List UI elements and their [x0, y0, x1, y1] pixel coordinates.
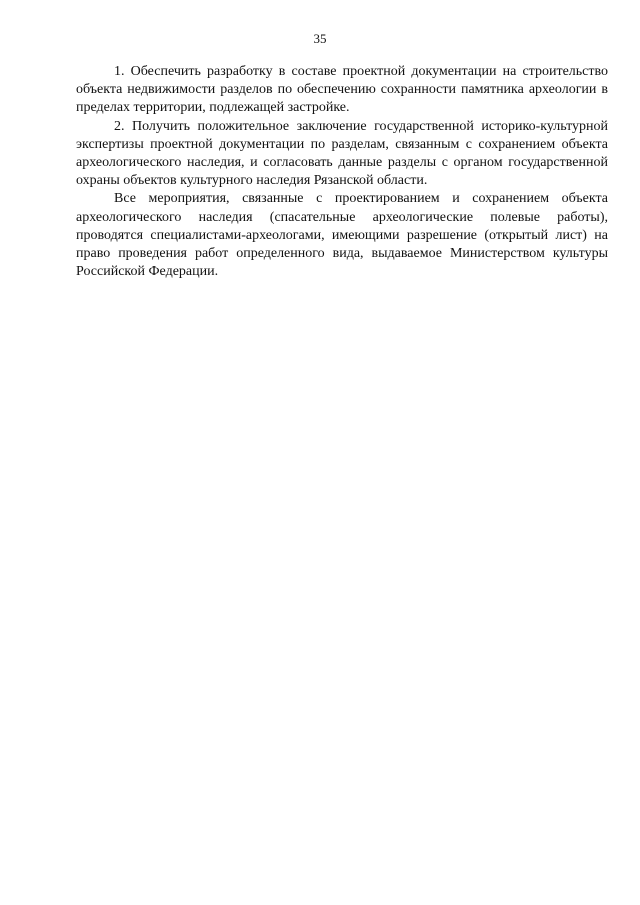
paragraph-item-2: 2. Получить положительное заключение государственной историко-культурной экспертизы проектной документации по разделам, связанным с сохранением объекта археологического наследия, и согласовать данные разделы с органом государственной охраны объектов культурного наследия Рязанской области.	[76, 118, 608, 189]
paragraph-item-1: 1. Обеспечить разработку в составе проектной документации на строительство объекта недвижимости разделов по обеспечению сохранности памятника археологии в пределах территории, подлежащей застройке.	[76, 64, 608, 116]
document-body	[76, 63, 608, 281]
page-number: 35	[313, 31, 327, 46]
paragraph-archaeology-works: Все мероприятия, связанные с проектированием и сохранением объекта археологического наследия (спасательные археологические полевые работы), проводятся специалистами-археологами, имеющими разрешение (открытый лист) на право проведения работ определенного вида, выдаваемое Министерством культуры Российской Федерации.	[76, 191, 608, 280]
